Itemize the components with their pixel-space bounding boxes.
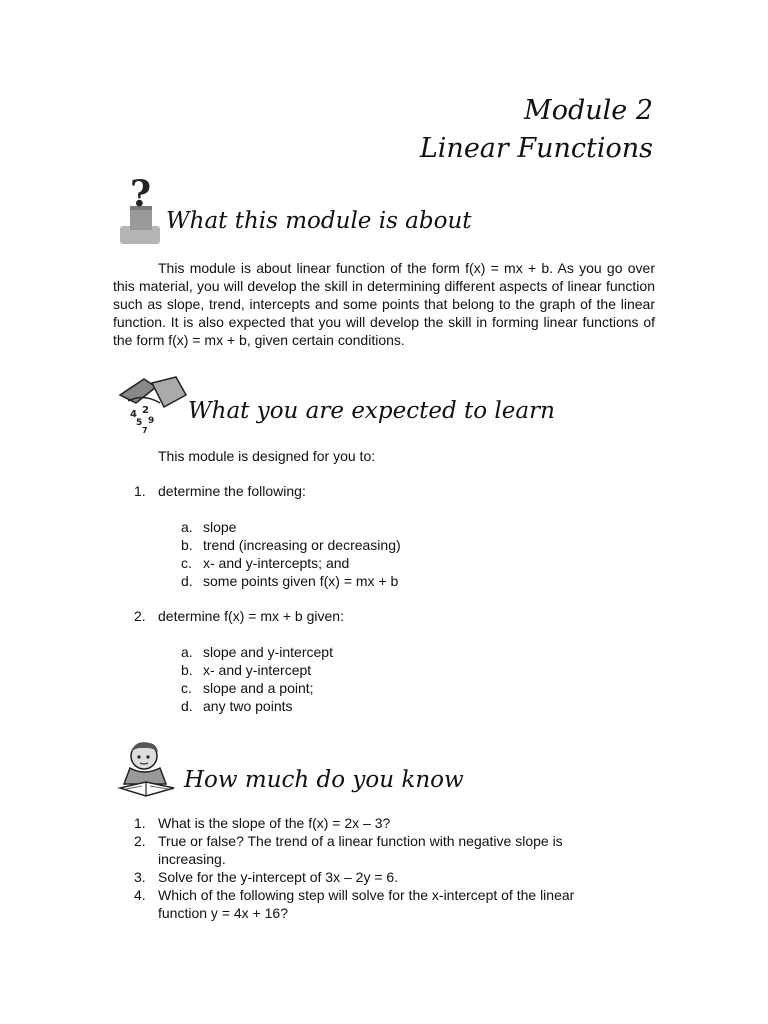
learn-item-2c-letter: c. xyxy=(181,680,192,696)
question-3-number: 3. xyxy=(134,869,146,885)
learn-item-2d-text: any two points xyxy=(203,698,293,714)
learn-item-2-number: 2. xyxy=(134,608,146,624)
about-paragraph: This module is about linear function of the form f(x) = mx + b. As you go over this material, you will develop the skill in determining different aspects of linear function such as slope, trend, intercepts and some points that belong to the graph of the linear function. It is also expected that you will develop the skill in forming linear functions of the form f(x) = mx + b, given certain conditions. xyxy=(113,260,655,348)
learn-item-1d-text: some points given f(x) = mx + b xyxy=(203,573,399,589)
section-about-heading: What this module is about xyxy=(166,208,472,234)
learn-item-1b-text: trend (increasing or decreasing) xyxy=(203,537,401,553)
section-about-header xyxy=(166,208,472,234)
question-4-text-line2: function y = 4x + 16? xyxy=(158,905,288,921)
section-learn-header xyxy=(188,398,555,424)
learn-item-2a-text: slope and y-intercept xyxy=(203,644,333,660)
question-4-text-line1: Which of the following step will solve for the x-intercept of the linear xyxy=(158,887,575,903)
section-know-heading: How much do you know xyxy=(184,767,464,793)
learn-item-2b-letter: b. xyxy=(181,662,193,678)
section-know-header xyxy=(184,767,464,793)
learn-item-2c-text: slope and a point; xyxy=(203,680,314,696)
learn-item-2a-letter: a. xyxy=(181,644,193,660)
learn-item-1b-letter: b. xyxy=(181,537,193,553)
title-block xyxy=(420,92,653,168)
module-number: Module 2 xyxy=(524,95,653,126)
learn-item-1a-letter: a. xyxy=(181,519,193,535)
student-reading-icon xyxy=(116,738,178,805)
question-3-text: Solve for the y-intercept of 3x – 2y = 6. xyxy=(158,869,399,885)
learn-item-2-text: determine f(x) = mx + b given: xyxy=(158,608,344,624)
svg-text:7: 7 xyxy=(142,426,148,435)
learn-item-2d-letter: d. xyxy=(181,698,193,714)
learn-item-1c-text: x- and y-intercepts; and xyxy=(203,555,350,571)
question-1-text: What is the slope of the f(x) = 2x – 3? xyxy=(158,815,391,831)
learn-item-1a-text: slope xyxy=(203,519,237,535)
section-learn-heading: What you are expected to learn xyxy=(188,398,555,424)
question-2-number: 2. xyxy=(134,833,146,849)
svg-text:9: 9 xyxy=(148,416,155,426)
question-mark-icon xyxy=(116,176,164,253)
hands-numbers-icon xyxy=(114,373,190,440)
svg-text:5: 5 xyxy=(136,418,143,428)
learn-item-1c-letter: c. xyxy=(181,555,192,571)
svg-text:4: 4 xyxy=(130,409,137,420)
learn-item-1d-letter: d. xyxy=(181,573,193,589)
question-4-number: 4. xyxy=(134,887,146,903)
learn-intro: This module is designed for you to: xyxy=(158,448,376,464)
question-2-text-line2: increasing. xyxy=(158,851,226,867)
learn-item-1-text: determine the following: xyxy=(158,483,306,499)
question-2-text-line1: True or false? The trend of a linear function with negative slope is xyxy=(158,833,563,849)
svg-text:2: 2 xyxy=(142,405,149,416)
svg-text:?: ? xyxy=(130,176,152,215)
learn-item-2b-text: x- and y-intercept xyxy=(203,662,312,678)
question-1-number: 1. xyxy=(134,815,146,831)
learn-item-1-number: 1. xyxy=(134,483,146,499)
module-title: Linear Functions xyxy=(419,133,653,164)
